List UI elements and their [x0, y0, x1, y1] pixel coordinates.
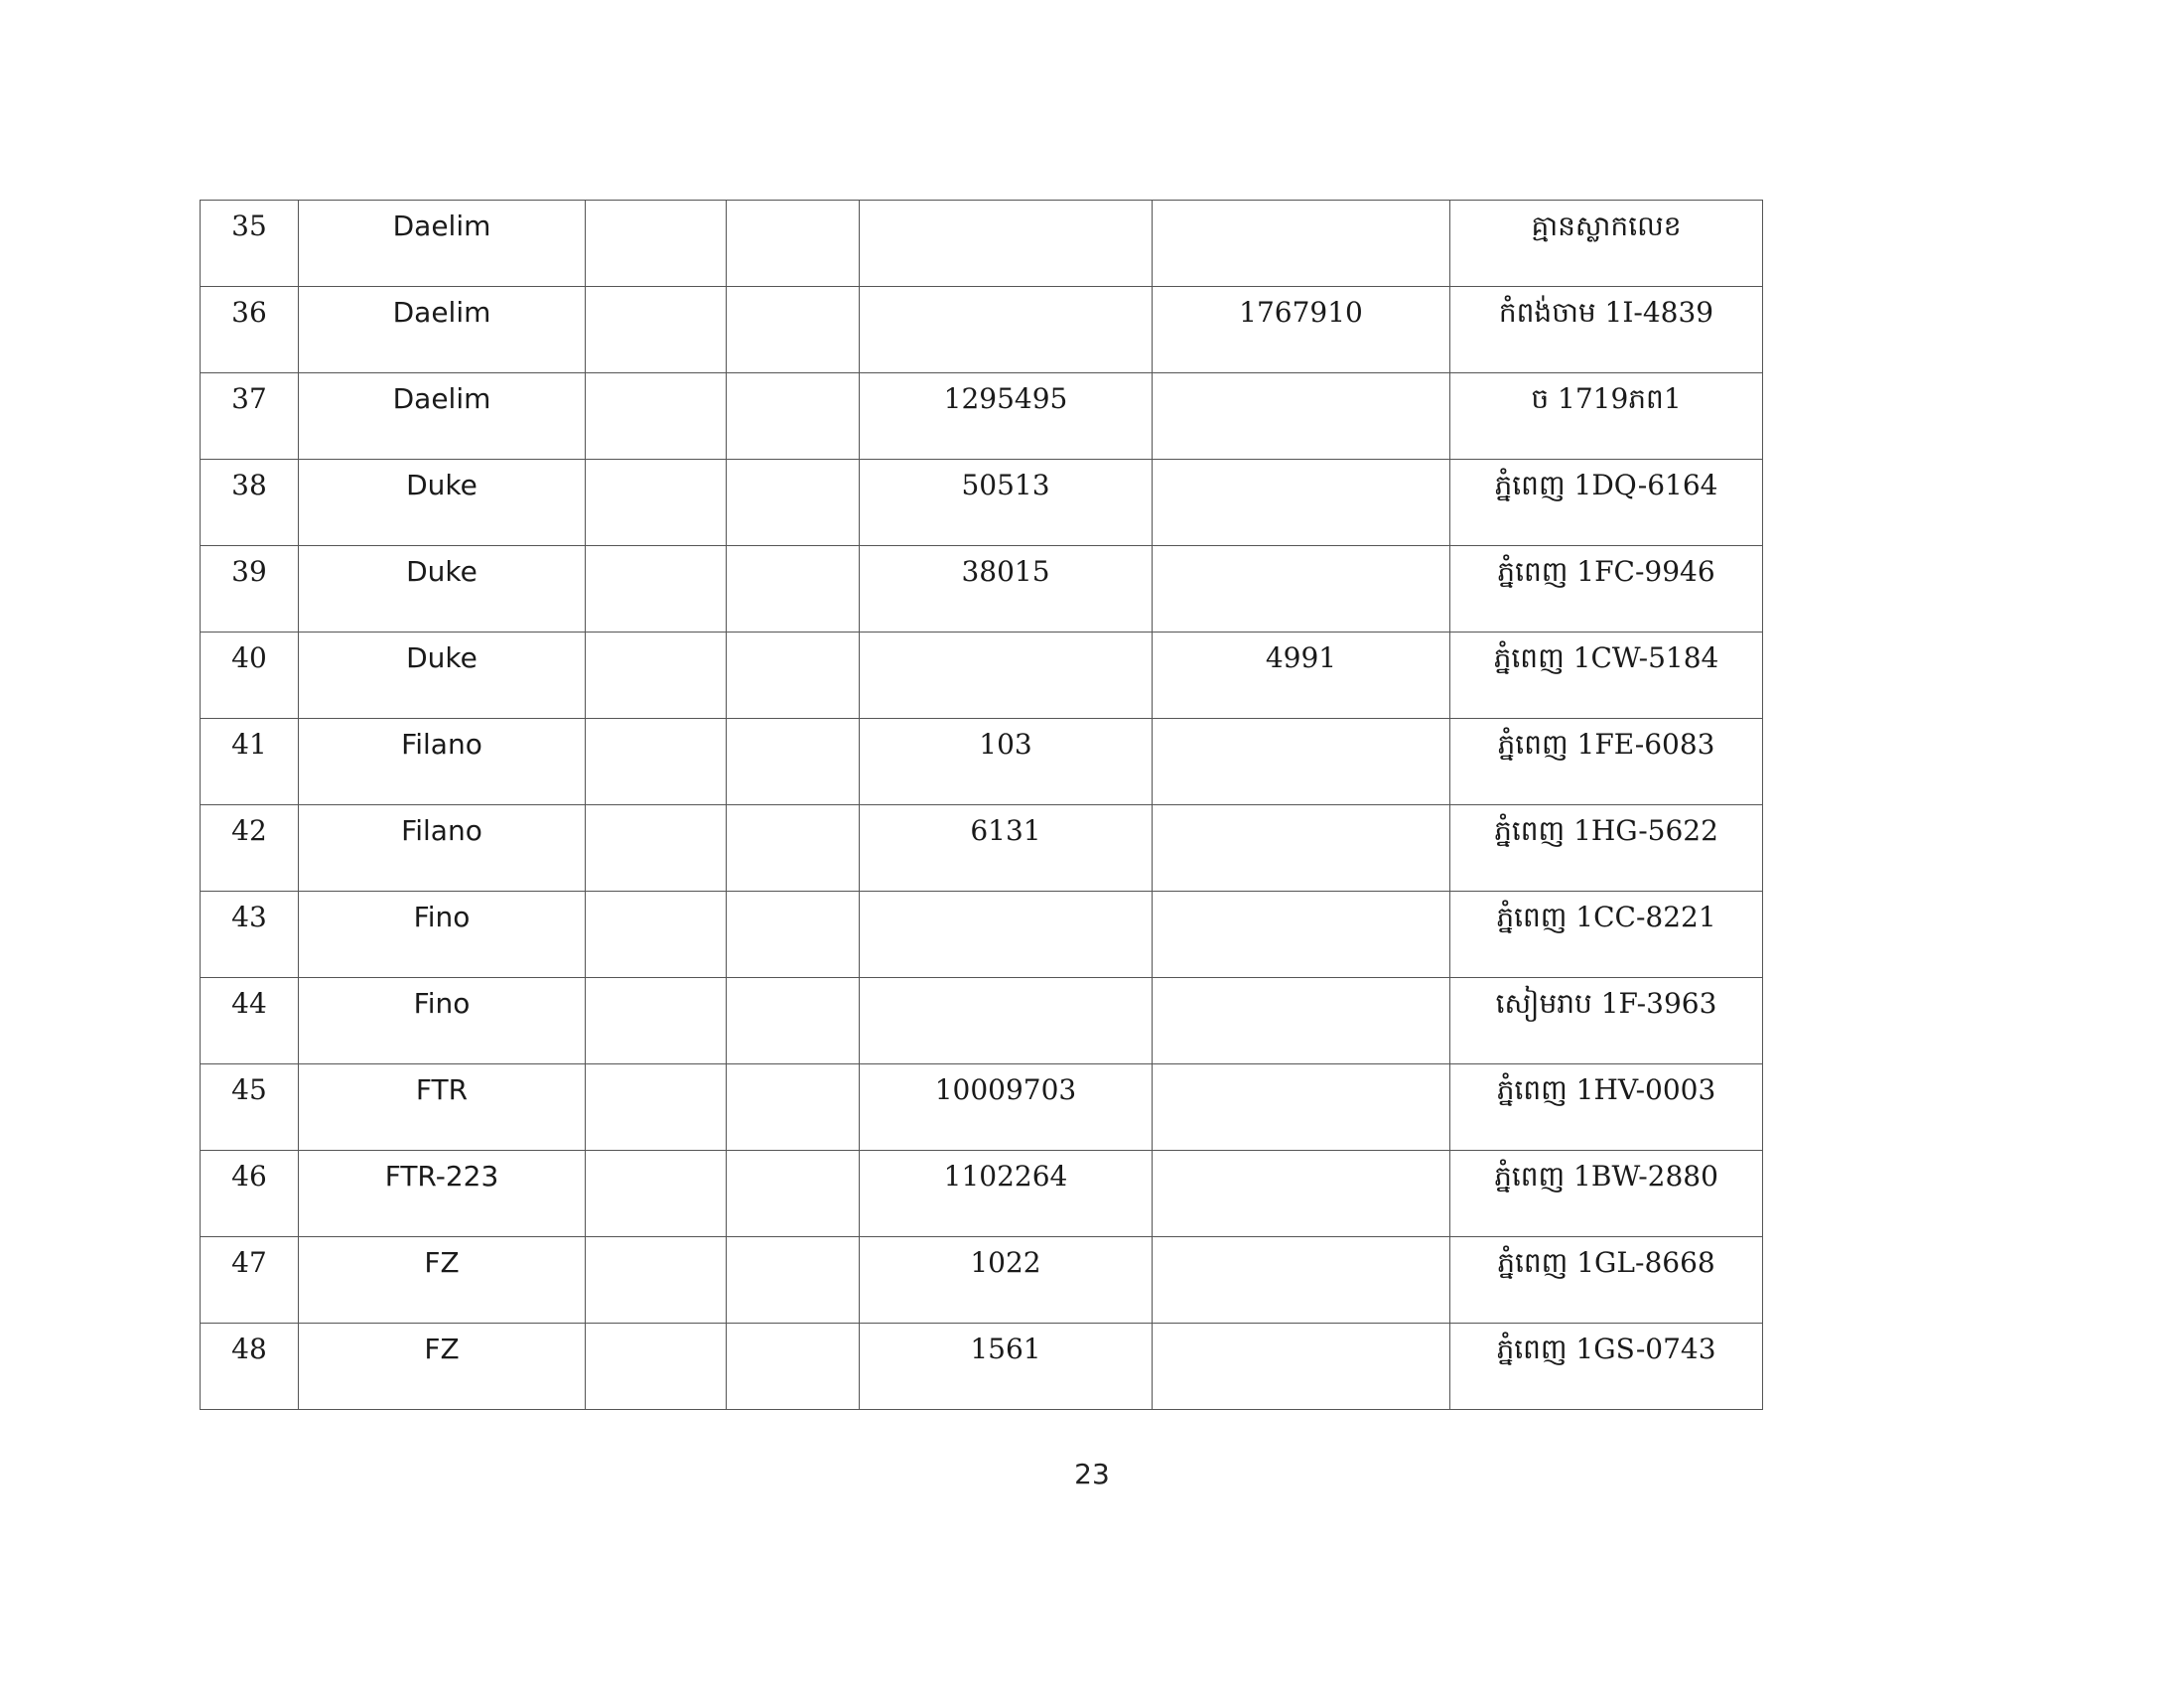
column-4-cell [727, 546, 860, 633]
table-row [201, 460, 1763, 546]
column-4-cell [727, 1237, 860, 1324]
brand-cell [299, 201, 586, 287]
column-3-cell-text [586, 1151, 726, 1163]
number-a-cell-text [860, 201, 1152, 212]
table-row [201, 719, 1763, 805]
plate-cell-text: ភ្នំពេញ 1FE-6083 [1497, 728, 1715, 761]
column-3-cell [586, 633, 727, 719]
records-table [200, 200, 1763, 1410]
plate-cell-text: ភ្នំពេញ 1CC-8221 [1496, 901, 1716, 933]
plate-cell-text: ភ្នំពេញ 1GS-0743 [1496, 1333, 1716, 1365]
plate-cell [1450, 719, 1763, 805]
row-number-cell [201, 633, 299, 719]
column-4-cell [727, 1151, 860, 1237]
plate-cell [1450, 373, 1763, 460]
number-a-cell-text: 50513 [961, 469, 1050, 501]
number-b-cell-text [1153, 1237, 1449, 1249]
number-a-cell [860, 373, 1153, 460]
column-3-cell [586, 287, 727, 373]
row-number-cell [201, 978, 299, 1064]
column-4-cell [727, 633, 860, 719]
table-row [201, 978, 1763, 1064]
number-b-cell-text: 1767910 [1239, 296, 1363, 329]
number-b-cell [1153, 805, 1450, 892]
number-b-cell-text: 4991 [1265, 641, 1337, 674]
number-a-cell-text: 10009703 [934, 1073, 1077, 1106]
row-number-cell-text: 42 [231, 814, 267, 847]
brand-cell [299, 719, 586, 805]
row-number-cell-text: 36 [231, 296, 267, 329]
plate-cell [1450, 805, 1763, 892]
column-3-cell [586, 373, 727, 460]
row-number-cell-text: 40 [231, 641, 267, 674]
column-3-cell-text [586, 805, 726, 817]
column-3-cell-text [586, 892, 726, 904]
plate-cell [1450, 287, 1763, 373]
number-a-cell [860, 892, 1153, 978]
brand-cell [299, 546, 586, 633]
column-4-cell [727, 201, 860, 287]
number-a-cell-text [860, 633, 1152, 644]
brand-cell-text: FZ [424, 1333, 460, 1365]
brand-cell [299, 633, 586, 719]
column-4-cell-text [727, 1151, 859, 1163]
column-3-cell [586, 892, 727, 978]
column-4-cell-text [727, 373, 859, 385]
column-4-cell [727, 978, 860, 1064]
plate-cell-text: ច 1719ភព1 [1531, 382, 1682, 415]
row-number-cell-text: 46 [231, 1160, 267, 1193]
column-3-cell-text [586, 633, 726, 644]
table-row [201, 892, 1763, 978]
table-row [201, 1324, 1763, 1410]
plate-cell [1450, 460, 1763, 546]
column-3-cell-text [586, 201, 726, 212]
number-b-cell-text [1153, 201, 1449, 212]
row-number-cell-text: 39 [231, 555, 267, 588]
column-4-cell [727, 373, 860, 460]
number-a-cell [860, 719, 1153, 805]
column-4-cell-text [727, 978, 859, 990]
row-number-cell-text: 37 [231, 382, 267, 415]
number-a-cell [860, 633, 1153, 719]
plate-cell-text: ភ្នំពេញ 1DQ-6164 [1494, 469, 1718, 501]
row-number-cell [201, 892, 299, 978]
number-a-cell-text [860, 287, 1152, 299]
number-a-cell [860, 546, 1153, 633]
number-a-cell [860, 1151, 1153, 1237]
number-a-cell-text: 1022 [970, 1246, 1041, 1279]
column-3-cell-text [586, 1064, 726, 1076]
plate-cell [1450, 546, 1763, 633]
column-3-cell-text [586, 978, 726, 990]
row-number-cell-text: 48 [231, 1333, 267, 1365]
records-table-body [201, 201, 1763, 1410]
number-b-cell [1153, 546, 1450, 633]
number-b-cell-text [1153, 1324, 1449, 1336]
column-3-cell [586, 1064, 727, 1151]
number-b-cell-text [1153, 546, 1449, 558]
column-4-cell-text [727, 1064, 859, 1076]
column-4-cell [727, 287, 860, 373]
plate-cell [1450, 1237, 1763, 1324]
brand-cell [299, 373, 586, 460]
column-4-cell-text [727, 719, 859, 731]
number-b-cell-text [1153, 892, 1449, 904]
brand-cell-text: Duke [406, 469, 478, 501]
brand-cell [299, 892, 586, 978]
row-number-cell-text: 47 [231, 1246, 267, 1279]
column-3-cell-text [586, 546, 726, 558]
column-3-cell-text [586, 1237, 726, 1249]
plate-cell [1450, 633, 1763, 719]
brand-cell-text: Duke [406, 641, 478, 674]
row-number-cell [201, 1151, 299, 1237]
column-4-cell-text [727, 287, 859, 299]
row-number-cell [201, 373, 299, 460]
number-b-cell [1153, 1064, 1450, 1151]
number-b-cell-text [1153, 460, 1449, 472]
table-row [201, 546, 1763, 633]
table-row [201, 287, 1763, 373]
number-a-cell-text: 1295495 [943, 382, 1068, 415]
brand-cell [299, 978, 586, 1064]
number-b-cell-text [1153, 805, 1449, 817]
brand-cell-text: FTR-223 [384, 1160, 499, 1193]
brand-cell [299, 287, 586, 373]
column-4-cell [727, 892, 860, 978]
plate-cell-text: ភ្នំពេញ 1FC-9946 [1497, 555, 1715, 588]
brand-cell-text: Daelim [392, 382, 491, 415]
row-number-cell-text: 35 [231, 210, 267, 242]
table-row [201, 1064, 1763, 1151]
number-a-cell-text: 103 [979, 728, 1032, 761]
column-4-cell-text [727, 633, 859, 644]
table-row [201, 633, 1763, 719]
plate-cell [1450, 1151, 1763, 1237]
number-a-cell [860, 1324, 1153, 1410]
column-3-cell-text [586, 719, 726, 731]
plate-cell-text: ភ្នំពេញ 1BW-2880 [1494, 1160, 1718, 1193]
brand-cell-text: Fino [413, 901, 471, 933]
brand-cell-text: Filano [401, 814, 482, 847]
table-row [201, 373, 1763, 460]
number-b-cell [1153, 1237, 1450, 1324]
column-4-cell [727, 1324, 860, 1410]
brand-cell-text: Daelim [392, 210, 491, 242]
plate-cell-text: កំពង់ចាម 1I-4839 [1498, 296, 1714, 329]
number-a-cell [860, 460, 1153, 546]
number-a-cell [860, 1064, 1153, 1151]
row-number-cell [201, 287, 299, 373]
table-row [201, 1151, 1763, 1237]
column-3-cell [586, 546, 727, 633]
column-4-cell-text [727, 546, 859, 558]
column-3-cell [586, 719, 727, 805]
row-number-cell [201, 201, 299, 287]
column-4-cell-text [727, 1324, 859, 1336]
number-a-cell-text: 6131 [970, 814, 1041, 847]
plate-cell-text: ភ្នំពេញ 1GL-8668 [1497, 1246, 1715, 1279]
row-number-cell [201, 1064, 299, 1151]
plate-cell [1450, 201, 1763, 287]
number-a-cell [860, 201, 1153, 287]
row-number-cell-text: 38 [231, 469, 267, 501]
plate-cell-text: សៀមរាប 1F-3963 [1495, 987, 1717, 1020]
plate-cell-text: ភ្នំពេញ 1HG-5622 [1494, 814, 1718, 847]
row-number-cell [201, 460, 299, 546]
number-b-cell [1153, 978, 1450, 1064]
column-4-cell [727, 1064, 860, 1151]
number-b-cell-text [1153, 719, 1449, 731]
number-a-cell-text: 1102264 [943, 1160, 1068, 1193]
number-a-cell-text [860, 978, 1152, 990]
number-a-cell [860, 978, 1153, 1064]
page-number: 23 [1074, 1458, 1110, 1490]
table-row [201, 805, 1763, 892]
row-number-cell-text: 45 [231, 1073, 267, 1106]
column-4-cell [727, 805, 860, 892]
column-4-cell-text [727, 805, 859, 817]
column-3-cell-text [586, 287, 726, 299]
number-a-cell-text [860, 892, 1152, 904]
brand-cell-text: Filano [401, 728, 482, 761]
number-b-cell [1153, 1324, 1450, 1410]
row-number-cell-text: 43 [231, 901, 267, 933]
column-4-cell-text [727, 201, 859, 212]
row-number-cell-text: 44 [231, 987, 267, 1020]
number-b-cell [1153, 201, 1450, 287]
plate-cell-text: ភ្នំពេញ 1HV-0003 [1496, 1073, 1716, 1106]
column-3-cell-text [586, 1324, 726, 1336]
column-4-cell-text [727, 460, 859, 472]
brand-cell [299, 1324, 586, 1410]
brand-cell [299, 460, 586, 546]
row-number-cell [201, 1237, 299, 1324]
row-number-cell [201, 805, 299, 892]
column-3-cell [586, 1237, 727, 1324]
number-b-cell [1153, 460, 1450, 546]
column-3-cell [586, 201, 727, 287]
number-b-cell [1153, 892, 1450, 978]
number-a-cell [860, 1237, 1153, 1324]
column-4-cell-text [727, 892, 859, 904]
row-number-cell [201, 546, 299, 633]
plate-cell-text: ភ្នំពេញ 1CW-5184 [1493, 641, 1719, 674]
column-3-cell-text [586, 373, 726, 385]
brand-cell [299, 1151, 586, 1237]
plate-cell-text: គ្មានស្លាកលេខ [1531, 210, 1682, 242]
brand-cell [299, 1064, 586, 1151]
number-b-cell-text [1153, 373, 1449, 385]
table-row [201, 1237, 1763, 1324]
column-4-cell [727, 460, 860, 546]
brand-cell [299, 1237, 586, 1324]
plate-cell [1450, 978, 1763, 1064]
column-3-cell-text [586, 460, 726, 472]
column-3-cell [586, 460, 727, 546]
plate-cell [1450, 1324, 1763, 1410]
number-a-cell [860, 287, 1153, 373]
number-a-cell [860, 805, 1153, 892]
number-b-cell-text [1153, 1151, 1449, 1163]
column-3-cell [586, 978, 727, 1064]
row-number-cell [201, 1324, 299, 1410]
number-b-cell [1153, 719, 1450, 805]
brand-cell-text: Duke [406, 555, 478, 588]
row-number-cell [201, 719, 299, 805]
column-3-cell [586, 1151, 727, 1237]
table-row [201, 201, 1763, 287]
number-b-cell [1153, 633, 1450, 719]
number-b-cell [1153, 287, 1450, 373]
number-b-cell-text [1153, 1064, 1449, 1076]
number-b-cell-text [1153, 978, 1449, 990]
column-3-cell [586, 1324, 727, 1410]
brand-cell-text: FZ [424, 1246, 460, 1279]
plate-cell [1450, 1064, 1763, 1151]
number-a-cell-text: 1561 [970, 1333, 1041, 1365]
brand-cell-text: Daelim [392, 296, 491, 329]
plate-cell [1450, 892, 1763, 978]
column-3-cell [586, 805, 727, 892]
row-number-cell-text: 41 [231, 728, 267, 761]
number-b-cell [1153, 1151, 1450, 1237]
number-a-cell-text: 38015 [961, 555, 1050, 588]
brand-cell-text: FTR [415, 1073, 469, 1106]
brand-cell-text: Fino [413, 987, 471, 1020]
number-b-cell [1153, 373, 1450, 460]
column-4-cell-text [727, 1237, 859, 1249]
brand-cell [299, 805, 586, 892]
column-4-cell [727, 719, 860, 805]
